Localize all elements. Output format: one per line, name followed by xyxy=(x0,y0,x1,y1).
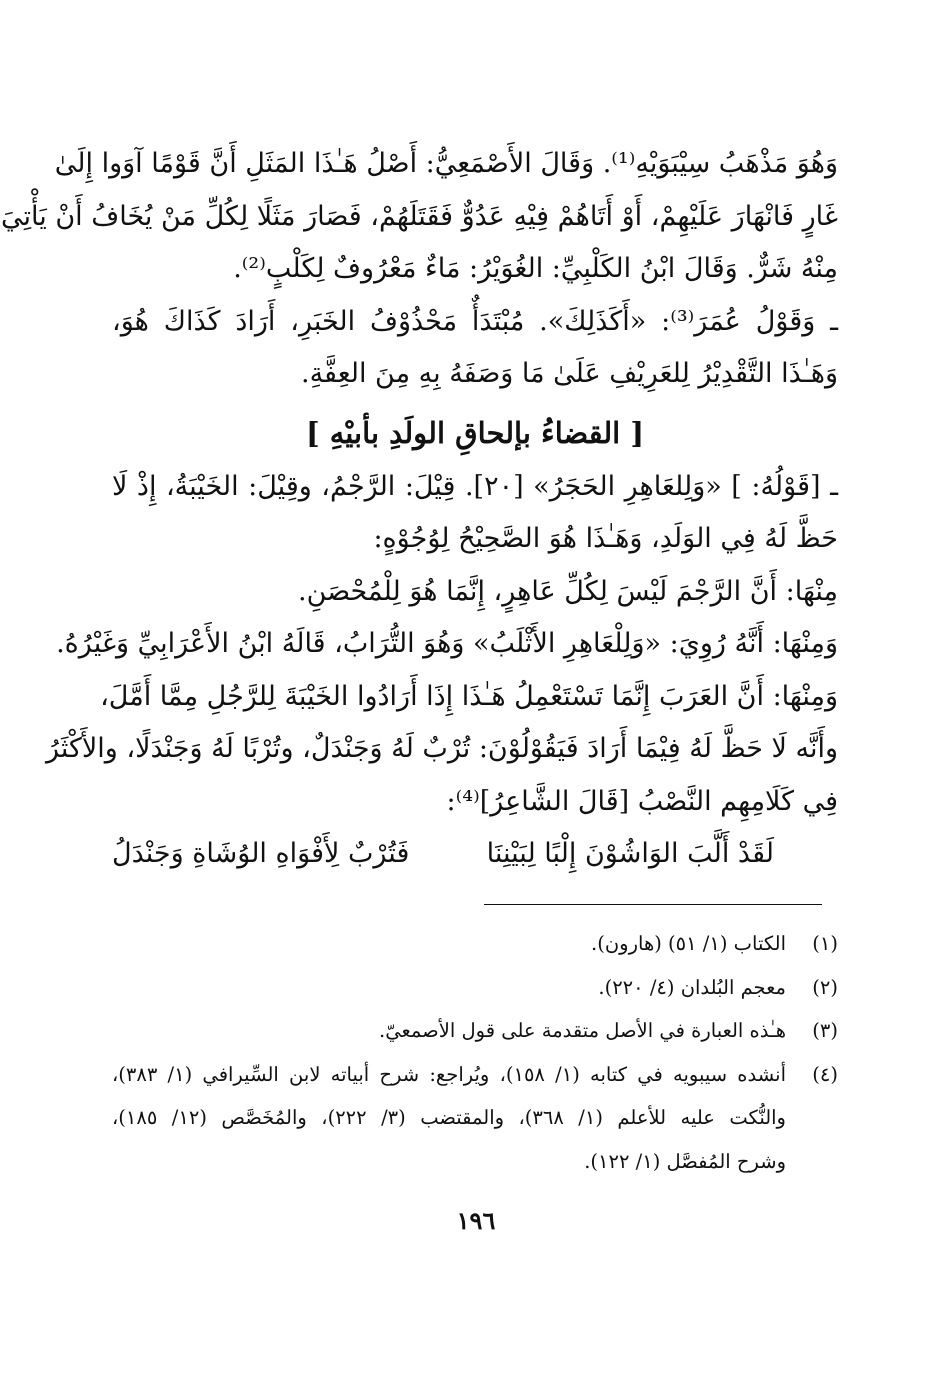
footnote-text: أنشده سيبويه في كتابه (١/ ١٥٨)، ويُراجع: شرح أبياته لابن السِّيرافي (١/ ٣٨٣)، xyxy=(112,1062,786,1086)
text-line: وَهَـٰذَا التَّقْدِيْرُ لِلعَرِيْفِ عَلَىٰ مَا وَصَفَهُ بِهِ مِنَ العِفَّةِ. xyxy=(300,358,838,389)
page-number: ١٩٦ xyxy=(456,1206,496,1235)
footnote-text: معجم البُلدان (٤/ ٢٢٠). xyxy=(598,975,786,999)
section-heading: [ القضاءُ بإلحاقِ الولَدِ بأبيْهِ ] xyxy=(305,415,645,450)
verse-first-hemistich: لَقَدْ أَلَّبَ الوَاشُوْنَ إِلْبًا لِبَيْنِنَا xyxy=(486,838,774,869)
footnote-text: هـٰذه العبارة في الأصل متقدمة على قول الأصمعيّ. xyxy=(379,1019,786,1042)
text-line: وَمِنْهَا: أَنَّ العَرَبَ إِنَّمَا تَسْتَعْمِلُ هَـٰذَا إِذَا أَرَادُوا الخَيْبَةَ لِلرَّجُلِ مِمَّا أَمَّلَ، xyxy=(100,680,838,712)
footnote-separator xyxy=(484,904,822,905)
text-line: ـ وَقَوْلُ عُمَرَ⁽³⁾: «أَكَذَلِكَ». مُبْتَدَأٌ مَحْذُوْفُ الخَبَرِ، أَرَادَ كَذَاكَ هُوَ، xyxy=(112,305,838,337)
text-line: وَهُوَ مَذْهَبُ سِيْبَوَيْهِ⁽¹⁾. وَقَالَ الأَصْمَعِيُّ: أَصْلُ هَـٰذَا المَثَلِ أَنَّ قَوْمًا آوَوا إِلَىٰ xyxy=(54,148,838,179)
text-line: حَظَّ لَهُ فِي الوَلَدِ، وَهَـٰذَا هُوَ الصَّحِيْحُ لِوُجُوْهٍ: xyxy=(373,523,838,554)
footnote xyxy=(112,922,838,966)
footnote-number: (٤) xyxy=(812,1062,838,1086)
text-line: مِنْهُ شَرٌّ. وَقَالَ ابْنُ الكَلْبِيِّ: الغُوَيْرُ: مَاءٌ مَعْرُوفٌ لِكَلْبٍ⁽²⁾. xyxy=(233,253,838,284)
text-line: فِي كَلَامِهِم النَّصْبُ [قَالَ الشَّاعِرُ]⁽⁴⁾: xyxy=(446,785,838,817)
footnote-text: الكتاب (١/ ٥١) (هارون). xyxy=(591,932,786,955)
poetry-verse xyxy=(112,828,838,881)
footnote xyxy=(112,966,838,1010)
footnote-text: وشرح المُفصَّل (١/ ١٢٢). xyxy=(584,1149,786,1173)
footnote xyxy=(112,1053,838,1184)
footnote-number: (٢) xyxy=(812,975,838,999)
main-text xyxy=(1,138,838,881)
text-line: غَارٍ فَانْهَارَ عَلَيْهِمْ، أَوْ أَتَاهُمْ فِيْهِ عَدُوٌّ فَقَتَلَهُمْ، فَصَارَ مَثَلًا لِكُلِّ مَنْ يُخَافُ أَنْ يَأْتِيَ xyxy=(1,200,838,232)
footnote-number: (٣) xyxy=(812,1019,838,1042)
footnote-number: (١) xyxy=(812,932,838,955)
verse-second-hemistich: فَتُرْبٌ لِأَفْوَاهِ الوُشَاةِ وَجَنْدَلُ xyxy=(112,838,410,869)
footnotes xyxy=(112,922,838,1183)
text-line: وَمِنْهَا: أَنَّهُ رُوِيَ: «وَلِلْعَاهِرِ الأَثْلَبُ» وَهُوَ التُّرَابُ، قَالَهُ ابْنُ الأَعْرَابِيِّ وَغَيْرُهُ. xyxy=(56,628,838,659)
footnote xyxy=(112,1009,838,1053)
text-line: مِنْهَا: أَنَّ الرَّجْمَ لَيْسَ لِكُلِّ عَاهِرٍ، إِنَّمَا هُوَ لِلْمُحْصَنِ. xyxy=(297,575,838,607)
footnote-text: والنُّكت عليه للأعلم (١/ ٣٦٨)، والمقتضب (٣/ ٢٢٢)، والمُخَصَّص (١٢/ ١٨٥)، xyxy=(112,1106,786,1129)
text-line: وأَنَّه لَا حَظَّ لَهُ فِيْمَا أَرَادَ فَيَقُوْلُوْنَ: تُرْبٌ لَهُ وَجَنْدَلٌ، وتُرْبًا لَهُ وَجَنْدَلًا، والأَكْثَرُ xyxy=(45,733,838,764)
text-line: ـ [قَوْلُهُ: ] «وَلِلعَاهِرِ الحَجَرُ» [٢٠]. قِيْلَ: الرَّجْمُ، وقِيْلَ: الخَيْبَةُ، إِذْ لَا xyxy=(112,470,838,502)
